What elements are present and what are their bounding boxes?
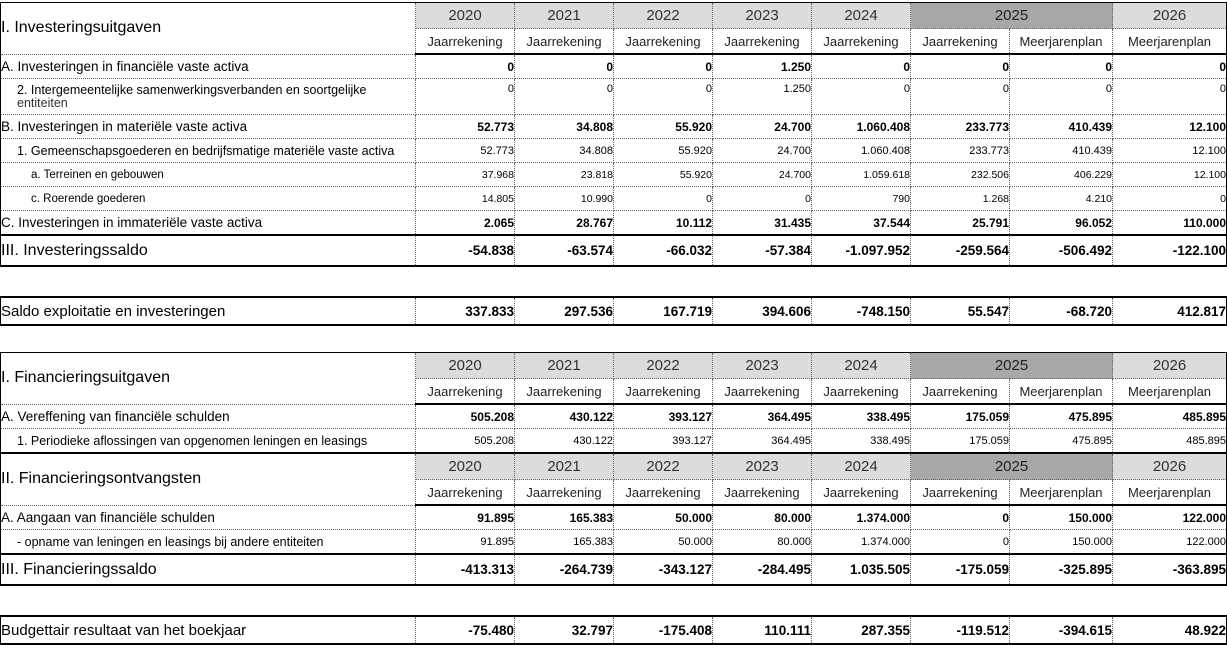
scheme-header-6: Meerjarenplan	[1010, 379, 1113, 405]
value-cell-2: 0	[614, 79, 713, 115]
row-label-text: - opname van leningen en leasings bij andere entiteiten	[17, 534, 324, 549]
scheme-header-0: Jaarrekening	[416, 379, 515, 405]
value-cell-4: 1.060.408	[812, 139, 911, 163]
value-cell-1: 165.383	[515, 505, 614, 530]
value-cell-6: 4.210	[1010, 187, 1113, 211]
value-cell-3: 24.700	[713, 139, 812, 163]
financial-report-page	[0, 2, 1226, 640]
value-cell-1: 430.122	[515, 404, 614, 429]
value-cell-7: 485.895	[1113, 429, 1227, 453]
value-cell-4: 1.035.505	[812, 554, 911, 585]
value-cell-7: 485.895	[1113, 404, 1227, 429]
row-label-text: A. Investeringen in financiële vaste activa	[1, 58, 249, 74]
value-cell-3: 0	[713, 187, 812, 211]
row-label	[1, 530, 416, 555]
value-cell-2: 393.127	[614, 429, 713, 453]
value-cell-7: 12.100	[1113, 163, 1227, 187]
value-cell-7: 0	[1113, 54, 1227, 79]
row-label-text: a. Terreinen en gebouwen	[31, 168, 164, 181]
value-cell-4: 790	[812, 187, 911, 211]
value-cell-4: -1.097.952	[812, 235, 911, 266]
row-label-text: A. Vereffening van financiële schulden	[1, 408, 230, 424]
value-cell-4: 1.374.000	[812, 530, 911, 555]
scheme-header-3: Jaarrekening	[713, 480, 812, 506]
value-cell-4: 287.355	[812, 616, 911, 644]
year-header-2023: 2023	[713, 454, 812, 480]
value-cell-4: 1.060.408	[812, 115, 911, 139]
value-cell-1: 430.122	[515, 429, 614, 453]
table-row	[1, 505, 1227, 530]
row-label	[1, 163, 416, 187]
value-cell-0: -54.838	[416, 235, 515, 266]
table-row	[1, 163, 1227, 187]
scheme-header-4: Jaarrekening	[812, 480, 911, 506]
value-cell-5: 233.773	[911, 139, 1010, 163]
value-cell-2: 393.127	[614, 404, 713, 429]
value-cell-4: 1.059.618	[812, 163, 911, 187]
value-cell-0: 14.805	[416, 187, 515, 211]
fin-uit-header	[1, 353, 1227, 405]
row-label-text: 2. Intergemeentelijke samenwerkingsverbanden en soortgelijke	[17, 83, 367, 97]
scheme-header-5: Jaarrekening	[911, 480, 1010, 506]
value-cell-5: 175.059	[911, 429, 1010, 453]
value-cell-5: 0	[911, 505, 1010, 530]
row-label	[1, 54, 416, 79]
value-cell-0: 337.833	[416, 297, 515, 325]
scheme-header-7: Meerjarenplan	[1113, 29, 1227, 55]
row-label	[1, 187, 416, 211]
value-cell-5: 0	[911, 530, 1010, 555]
value-cell-6: 410.439	[1010, 139, 1113, 163]
value-cell-5: 232.506	[911, 163, 1010, 187]
fin-ont-table	[0, 453, 1227, 586]
fin-uit-table	[0, 352, 1227, 453]
year-header-row	[1, 454, 1227, 480]
value-cell-4: 338.495	[812, 404, 911, 429]
value-cell-1: 34.808	[515, 115, 614, 139]
invest-header	[1, 3, 1227, 55]
budget-table	[0, 615, 1227, 645]
year-header-row	[1, 3, 1227, 29]
scheme-header-3: Jaarrekening	[713, 379, 812, 405]
value-cell-7: 110.000	[1113, 211, 1227, 236]
value-cell-1: -63.574	[515, 235, 614, 266]
value-cell-6: 96.052	[1010, 211, 1113, 236]
scheme-header-7: Meerjarenplan	[1113, 379, 1227, 405]
scheme-header-2: Jaarrekening	[614, 480, 713, 506]
year-header-2026: 2026	[1113, 353, 1227, 379]
value-cell-5: 1.268	[911, 187, 1010, 211]
value-cell-3: 31.435	[713, 211, 812, 236]
year-header-2026: 2026	[1113, 3, 1227, 29]
row-label	[1, 505, 416, 530]
value-cell-5: 0	[911, 54, 1010, 79]
value-cell-3: 1.250	[713, 54, 812, 79]
year-header-2022: 2022	[614, 3, 713, 29]
year-header-2023: 2023	[713, 3, 812, 29]
value-cell-4: -748.150	[812, 297, 911, 325]
year-header-2020: 2020	[416, 454, 515, 480]
value-cell-7: 122.000	[1113, 505, 1227, 530]
total-row	[1, 235, 1227, 266]
value-cell-0: 505.208	[416, 404, 515, 429]
year-header-2025: 2025	[911, 3, 1113, 29]
value-cell-0: -75.480	[416, 616, 515, 644]
value-cell-2: 50.000	[614, 505, 713, 530]
table-row	[1, 404, 1227, 429]
value-cell-0: 37.968	[416, 163, 515, 187]
value-cell-4: 37.544	[812, 211, 911, 236]
total-row-label: III. Investeringssaldo	[1, 235, 416, 266]
value-cell-0: 2.065	[416, 211, 515, 236]
value-cell-0: 52.773	[416, 115, 515, 139]
value-cell-7: 412.817	[1113, 297, 1227, 325]
value-cell-5: 175.059	[911, 404, 1010, 429]
value-cell-2: -175.408	[614, 616, 713, 644]
value-cell-4: 0	[812, 54, 911, 79]
value-cell-6: 0	[1010, 54, 1113, 79]
value-cell-3: 80.000	[713, 505, 812, 530]
value-cell-4: 1.374.000	[812, 505, 911, 530]
year-header-2020: 2020	[416, 353, 515, 379]
value-cell-6: -325.895	[1010, 554, 1113, 585]
value-cell-0: 0	[416, 79, 515, 115]
value-cell-1: 165.383	[515, 530, 614, 555]
value-cell-2: 0	[614, 187, 713, 211]
value-cell-1: 32.797	[515, 616, 614, 644]
scheme-header-6: Meerjarenplan	[1010, 480, 1113, 506]
value-cell-0: 52.773	[416, 139, 515, 163]
row-label-text: C. Investeringen in immateriële vaste activa	[1, 215, 263, 230]
scheme-header-5: Jaarrekening	[911, 29, 1010, 55]
value-cell-7: 12.100	[1113, 115, 1227, 139]
summary-label: Saldo exploitatie en investeringen	[1, 297, 416, 325]
value-cell-5: -175.059	[911, 554, 1010, 585]
summary-row	[1, 616, 1227, 644]
value-cell-6: -394.615	[1010, 616, 1113, 644]
value-cell-6: 475.895	[1010, 429, 1113, 453]
value-cell-1: -264.739	[515, 554, 614, 585]
value-cell-3: 80.000	[713, 530, 812, 555]
value-cell-0: 505.208	[416, 429, 515, 453]
scheme-header-5: Jaarrekening	[911, 379, 1010, 405]
row-label-text: B. Investeringen in materiële vaste activa	[1, 119, 248, 134]
year-header-2022: 2022	[614, 454, 713, 480]
value-cell-6: 406.229	[1010, 163, 1113, 187]
value-cell-3: 1.250	[713, 79, 812, 115]
total-row-label: III. Financieringssaldo	[1, 554, 416, 585]
value-cell-1: 10.990	[515, 187, 614, 211]
table-row	[1, 115, 1227, 139]
value-cell-7: 122.000	[1113, 530, 1227, 555]
value-cell-2: 10.112	[614, 211, 713, 236]
scheme-header-1: Jaarrekening	[515, 379, 614, 405]
fin-ont-rows	[1, 505, 1227, 585]
fin-uit-rows	[1, 404, 1227, 453]
value-cell-3: 24.700	[713, 163, 812, 187]
value-cell-2: 0	[614, 54, 713, 79]
year-header-2021: 2021	[515, 353, 614, 379]
value-cell-5: 25.791	[911, 211, 1010, 236]
row-label-text: c. Roerende goederen	[31, 192, 146, 205]
row-label-clipped-line: entiteiten	[17, 96, 68, 110]
invest-rows	[1, 54, 1227, 266]
value-cell-0: 0	[416, 54, 515, 79]
table-row	[1, 54, 1227, 79]
row-label	[1, 404, 416, 429]
value-cell-5: -259.564	[911, 235, 1010, 266]
year-header-2024: 2024	[812, 353, 911, 379]
total-row	[1, 554, 1227, 585]
report-tables-container	[0, 2, 1226, 645]
value-cell-6: -506.492	[1010, 235, 1113, 266]
value-cell-3: 24.700	[713, 115, 812, 139]
value-cell-2: 55.920	[614, 115, 713, 139]
row-label	[1, 79, 416, 115]
value-cell-7: 48.922	[1113, 616, 1227, 644]
value-cell-1: 297.536	[515, 297, 614, 325]
saldo-expl-row	[1, 297, 1227, 325]
value-cell-3: 394.606	[713, 297, 812, 325]
section-title: II. Financieringsontvangsten	[1, 454, 416, 506]
value-cell-3: 110.111	[713, 616, 812, 644]
year-header-2024: 2024	[812, 3, 911, 29]
value-cell-1: 0	[515, 54, 614, 79]
value-cell-6: 475.895	[1010, 404, 1113, 429]
table-row	[1, 187, 1227, 211]
fin-ont-header	[1, 454, 1227, 506]
summary-label: Budgettair resultaat van het boekjaar	[1, 616, 416, 644]
table-row	[1, 530, 1227, 555]
year-header-2022: 2022	[614, 353, 713, 379]
value-cell-3: 364.495	[713, 429, 812, 453]
value-cell-5: 233.773	[911, 115, 1010, 139]
value-cell-5: -119.512	[911, 616, 1010, 644]
value-cell-7: 0	[1113, 79, 1227, 115]
value-cell-2: 50.000	[614, 530, 713, 555]
row-label	[1, 429, 416, 453]
table-row	[1, 211, 1227, 236]
year-header-2026: 2026	[1113, 454, 1227, 480]
scheme-header-3: Jaarrekening	[713, 29, 812, 55]
table-row	[1, 79, 1227, 115]
scheme-header-2: Jaarrekening	[614, 379, 713, 405]
saldo-expl-table	[0, 296, 1227, 326]
scheme-header-0: Jaarrekening	[416, 29, 515, 55]
value-cell-7: 12.100	[1113, 139, 1227, 163]
value-cell-2: 55.920	[614, 139, 713, 163]
value-cell-0: 91.895	[416, 530, 515, 555]
row-label	[1, 139, 416, 163]
value-cell-3: 364.495	[713, 404, 812, 429]
scheme-header-2: Jaarrekening	[614, 29, 713, 55]
section-title: I. Financieringsuitgaven	[1, 353, 416, 405]
table-row	[1, 429, 1227, 453]
value-cell-0: -413.313	[416, 554, 515, 585]
invest-table	[0, 2, 1227, 267]
year-header-2025: 2025	[911, 353, 1113, 379]
value-cell-6: -68.720	[1010, 297, 1113, 325]
summary-row	[1, 297, 1227, 325]
value-cell-6: 0	[1010, 79, 1113, 115]
value-cell-7: 0	[1113, 187, 1227, 211]
scheme-header-1: Jaarrekening	[515, 29, 614, 55]
year-header-2021: 2021	[515, 454, 614, 480]
value-cell-1: 0	[515, 79, 614, 115]
value-cell-6: 410.439	[1010, 115, 1113, 139]
row-label-text: 1. Periodieke aflossingen van opgenomen leningen en leasings	[17, 433, 368, 448]
row-label	[1, 211, 416, 236]
scheme-header-4: Jaarrekening	[812, 379, 911, 405]
year-header-2025: 2025	[911, 454, 1113, 480]
value-cell-0: 91.895	[416, 505, 515, 530]
value-cell-2: -66.032	[614, 235, 713, 266]
value-cell-2: 167.719	[614, 297, 713, 325]
value-cell-2: 55.920	[614, 163, 713, 187]
value-cell-1: 23.818	[515, 163, 614, 187]
year-header-2020: 2020	[416, 3, 515, 29]
scheme-header-6: Meerjarenplan	[1010, 29, 1113, 55]
year-header-2024: 2024	[812, 454, 911, 480]
value-cell-3: -57.384	[713, 235, 812, 266]
scheme-header-0: Jaarrekening	[416, 480, 515, 506]
value-cell-1: 28.767	[515, 211, 614, 236]
value-cell-4: 338.495	[812, 429, 911, 453]
value-cell-7: -363.895	[1113, 554, 1227, 585]
value-cell-5: 0	[911, 79, 1010, 115]
value-cell-3: -284.495	[713, 554, 812, 585]
year-header-row	[1, 353, 1227, 379]
row-label	[1, 115, 416, 139]
value-cell-2: -343.127	[614, 554, 713, 585]
year-header-2023: 2023	[713, 353, 812, 379]
scheme-header-7: Meerjarenplan	[1113, 480, 1227, 506]
table-row	[1, 139, 1227, 163]
year-header-2021: 2021	[515, 3, 614, 29]
section-title: I. Investeringsuitgaven	[1, 3, 416, 55]
row-label-text: 1. Gemeenschapsgoederen en bedrijfsmatige materiële vaste activa	[17, 143, 395, 158]
scheme-header-4: Jaarrekening	[812, 29, 911, 55]
value-cell-6: 150.000	[1010, 530, 1113, 555]
value-cell-6: 150.000	[1010, 505, 1113, 530]
value-cell-1: 34.808	[515, 139, 614, 163]
value-cell-4: 0	[812, 79, 911, 115]
value-cell-5: 55.547	[911, 297, 1010, 325]
value-cell-7: -122.100	[1113, 235, 1227, 266]
budget-row	[1, 616, 1227, 644]
scheme-header-1: Jaarrekening	[515, 480, 614, 506]
row-label-text: A. Aangaan van financiële schulden	[1, 509, 215, 525]
